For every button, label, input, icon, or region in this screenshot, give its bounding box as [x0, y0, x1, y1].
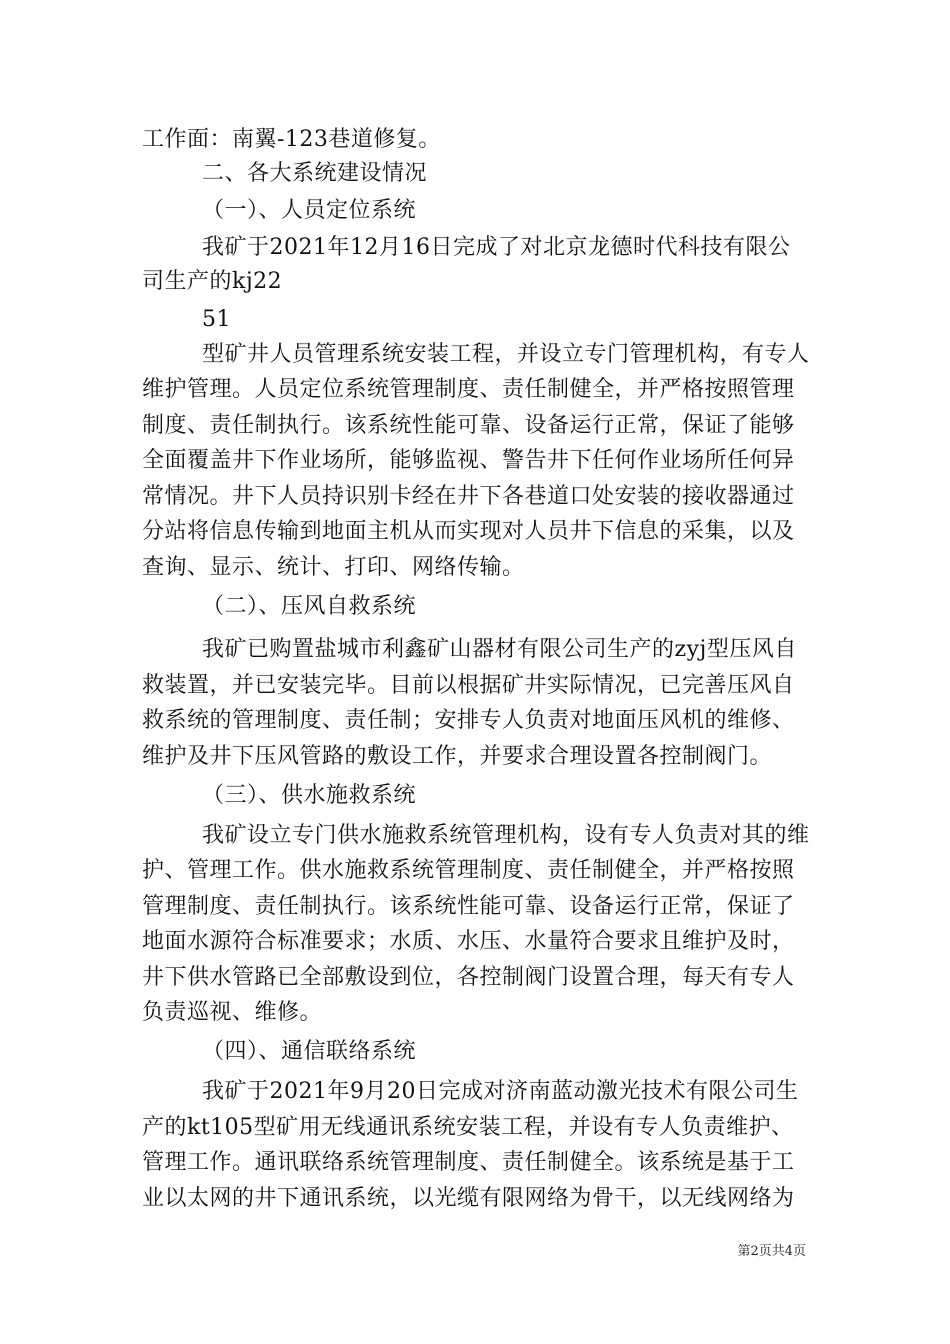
- text-line: 业以太网的井下通讯系统，以光缆有限网络为骨干，以无线网络为: [142, 1186, 795, 1211]
- text-line: 负责巡视、维修。: [142, 1000, 323, 1025]
- text-line: 制度、责任制执行。该系统性能可靠、设备运行正常，保证了能够: [142, 413, 795, 438]
- text-line: 护、管理工作。供水施救系统管理制度、责任制健全，并严格按照: [142, 858, 795, 883]
- subsection-heading: （二）、压风自救系统: [202, 594, 417, 619]
- text-line: 我矿设立专门供水施救系统管理机构，设有专人负责对其的维: [202, 823, 810, 848]
- text-line: 型矿井人员管理系统安装工程，并设立专门管理机构，有专人: [202, 342, 810, 367]
- text-line: 工作面：南翼-123巷道修复。: [142, 127, 441, 152]
- text-line: 管理工作。通讯联络系统管理制度、责任制健全。该系统是基于工: [142, 1150, 795, 1175]
- section-heading: 二、各大系统建设情况: [202, 161, 428, 186]
- text-line: 51: [202, 307, 231, 332]
- text-line: 产的kt105型矿用无线通讯系统安装工程，并设有专人负责维护、: [142, 1115, 794, 1140]
- subsection-heading: （四）、通信联络系统: [202, 1039, 417, 1064]
- subsection-heading: （一）、人员定位系统: [202, 198, 417, 223]
- text-line: 全面覆盖井下作业场所，能够监视、警告井下任何作业场所任何异: [142, 448, 795, 473]
- text-line: 我矿于2021年9月20日完成对济南蓝动激光技术有限公司生: [202, 1079, 799, 1104]
- text-line: 管理制度、责任制执行。该系统性能可靠、设备运行正常，保证了: [142, 894, 795, 919]
- text-line: 井下供水管路已全部敷设到位，各控制阀门设置合理，每天有专人: [142, 965, 795, 990]
- text-line: 地面水源符合标准要求；水质、水压、水量符合要求且维护及时，: [142, 929, 795, 954]
- text-line: 维护及井下压风管路的敷设工作，并要求合理设置各控制阀门。: [142, 744, 773, 769]
- text-line: 维护管理。人员定位系统管理制度、责任制健全，并严格按照管理: [142, 377, 795, 402]
- subsection-heading: （三）、供水施救系统: [202, 783, 417, 808]
- text-line: 常情况。井下人员持识别卡经在井下各巷道口处安装的接收器通过: [142, 484, 795, 509]
- text-line: 救装置，并已安装完毕。目前以根据矿井实际情况，已完善压风自: [142, 673, 795, 698]
- text-line: 我矿已购置盐城市利鑫矿山器材有限公司生产的zyj型压风自: [202, 637, 797, 662]
- text-line: 查询、显示、统计、打印、网络传输。: [142, 555, 525, 580]
- text-line: 我矿于2021年12月16日完成了对北京龙德时代科技有限公: [202, 235, 791, 260]
- text-line: 司生产的kj22: [142, 269, 283, 294]
- text-line: 救系统的管理制度、责任制；安排专人负责对地面压风机的维修、: [142, 708, 795, 733]
- text-line: 分站将信息传输到地面主机从而实现对人员井下信息的采集，以及: [142, 519, 795, 544]
- page-number: 第2页共4页: [737, 1244, 806, 1259]
